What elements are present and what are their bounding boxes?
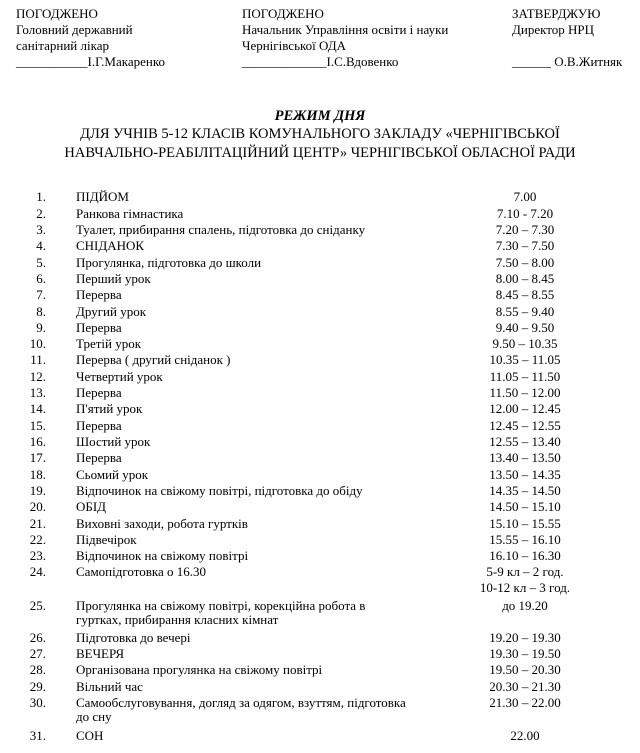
schedule-activity: Самообслуговування, догляд за одягом, взуттям, підготовка до сну bbox=[76, 695, 406, 724]
schedule-number: 15. bbox=[29, 418, 46, 433]
approval-position-line: санітарний лікар bbox=[16, 38, 109, 53]
schedule-number: 29. bbox=[29, 679, 46, 694]
schedule-number: 21. bbox=[29, 516, 46, 531]
approval-block-education bbox=[242, 6, 448, 70]
schedule-time: 14.35 – 14.50 bbox=[489, 483, 561, 498]
schedule-number: 8. bbox=[36, 304, 46, 319]
schedule-number: 12. bbox=[29, 369, 46, 384]
schedule-activity: Відпочинок на свіжому повітрі bbox=[76, 548, 249, 563]
schedule-time: 7.00 bbox=[513, 189, 537, 204]
schedule-time: 10.35 – 11.05 bbox=[489, 352, 561, 367]
schedule-activity: П'ятий урок bbox=[76, 401, 143, 416]
schedule-number: 31. bbox=[29, 728, 46, 743]
schedule-number: 23. bbox=[29, 548, 46, 563]
schedule-number: 22. bbox=[29, 532, 46, 547]
schedule-number: 25. bbox=[29, 598, 46, 613]
schedule-activity: Перерва bbox=[76, 320, 122, 335]
schedule-activity: СОН bbox=[76, 728, 104, 743]
schedule-activity: Перший урок bbox=[76, 271, 151, 286]
schedule-activity: Відпочинок на свіжому повітрі, підготовка до обіду bbox=[76, 483, 363, 498]
schedule-number: 16. bbox=[29, 434, 46, 449]
schedule-time: 15.55 – 16.10 bbox=[489, 532, 561, 547]
schedule-time: 13.40 – 13.50 bbox=[489, 450, 561, 465]
schedule-number: 28. bbox=[29, 662, 46, 677]
schedule-activity: Виховні заходи, робота гуртків bbox=[76, 516, 248, 531]
schedule-number: 30. bbox=[29, 695, 46, 710]
schedule-number: 20. bbox=[29, 499, 46, 514]
schedule-time: 7.50 – 8.00 bbox=[495, 255, 555, 270]
schedule-number: 9. bbox=[36, 320, 46, 335]
schedule-activity: Туалет, прибирання спалень, підготовка до сніданку bbox=[76, 222, 366, 237]
schedule-activity: ОБІД bbox=[76, 499, 107, 514]
schedule-number: 1. bbox=[36, 189, 46, 204]
schedule-number: 13. bbox=[29, 385, 46, 400]
schedule-activity: Організована прогулянка на свіжому повітрі bbox=[76, 662, 323, 677]
schedule-time: 20.30 – 21.30 bbox=[489, 679, 561, 694]
schedule-time: 8.55 – 9.40 bbox=[495, 304, 555, 319]
approval-block-director bbox=[512, 6, 622, 70]
approval-title: ПОГОДЖЕНО bbox=[16, 6, 98, 21]
schedule-time: 7.20 – 7.30 bbox=[495, 222, 555, 237]
approval-position-line bbox=[512, 38, 622, 54]
schedule-number: 26. bbox=[29, 630, 46, 645]
schedule-activity: Сьомий урок bbox=[76, 467, 149, 482]
schedule-activity: Четвертий урок bbox=[76, 369, 163, 384]
schedule-number: 4. bbox=[36, 238, 46, 253]
schedule-number: 5. bbox=[36, 255, 46, 270]
schedule-activity: Третій урок bbox=[76, 336, 142, 351]
document-subtitle-line1: ДЛЯ УЧНІВ 5-12 КЛАСІВ КОМУНАЛЬНОГО ЗАКЛАДУ «ЧЕРНІГІВСЬКОЇ bbox=[80, 126, 560, 142]
schedule-number: 10. bbox=[29, 336, 46, 351]
schedule-time: 22.00 bbox=[510, 728, 540, 743]
schedule-time: 7.10 - 7.20 bbox=[496, 206, 554, 221]
schedule-time: 7.30 – 7.50 bbox=[495, 238, 555, 253]
schedule-time: 5-9 кл – 2 год. 10-12 кл – 3 год. bbox=[479, 564, 571, 595]
schedule-activity: Підвечірок bbox=[76, 532, 137, 547]
schedule-time: 12.00 – 12.45 bbox=[489, 401, 561, 416]
schedule-time: 8.45 – 8.55 bbox=[495, 287, 555, 302]
schedule-time: 11.05 – 11.50 bbox=[489, 369, 561, 384]
approval-position-line: Начальник Управління освіти і науки bbox=[242, 22, 449, 37]
schedule-time: 14.50 – 15.10 bbox=[489, 499, 561, 514]
schedule-activity: Прогулянка на свіжому повітрі, корекційна робота в гуртках, прибирання класних кімнат bbox=[76, 598, 366, 627]
schedule-time: до 19.20 bbox=[502, 598, 548, 613]
schedule-number: 11. bbox=[30, 352, 46, 367]
schedule-activity: Другий урок bbox=[76, 304, 147, 319]
schedule-activity: Самопідготовка о 16.30 bbox=[76, 564, 206, 579]
document-title: РЕЖИМ ДНЯ bbox=[274, 108, 366, 124]
schedule-activity: Перерва bbox=[76, 287, 122, 302]
schedule-activity: Шостий урок bbox=[76, 434, 151, 449]
approval-title: ЗАТВЕРДЖУЮ bbox=[512, 6, 601, 21]
schedule-number: 27. bbox=[29, 646, 46, 661]
schedule-activity: Перерва ( другий сніданок ) bbox=[76, 352, 231, 367]
schedule-activity: СНІДАНОК bbox=[76, 238, 145, 253]
schedule-number: 6. bbox=[36, 271, 46, 286]
schedule-time: 12.55 – 13.40 bbox=[489, 434, 561, 449]
schedule-time: 15.10 – 15.55 bbox=[489, 516, 561, 531]
schedule-activity: Перерва bbox=[76, 450, 122, 465]
schedule-time: 8.00 – 8.45 bbox=[495, 271, 555, 286]
approval-position-line: Чернігівської ОДА bbox=[242, 38, 347, 53]
approval-position-line: Головний державний bbox=[16, 22, 133, 37]
schedule-activity: Ранкова гімнастика bbox=[76, 206, 184, 221]
schedule-number: 7. bbox=[36, 287, 46, 302]
approval-title: ПОГОДЖЕНО bbox=[242, 6, 324, 21]
schedule-number: 2. bbox=[36, 206, 46, 221]
schedule-number: 14. bbox=[29, 401, 46, 416]
schedule-activity: Перерва bbox=[76, 385, 122, 400]
schedule-number: 18. bbox=[29, 467, 46, 482]
schedule-time: 9.50 – 10.35 bbox=[492, 336, 558, 351]
approval-signature: _____________І.С.Вдовенко bbox=[242, 54, 399, 69]
schedule-time: 9.40 – 9.50 bbox=[495, 320, 555, 335]
schedule-time: 16.10 – 16.30 bbox=[489, 548, 561, 563]
schedule-activity: ПІДЙОМ bbox=[76, 189, 129, 204]
schedule-number: 17. bbox=[29, 450, 46, 465]
schedule-number: 24. bbox=[29, 564, 46, 579]
schedule-time: 19.50 – 20.30 bbox=[489, 662, 561, 677]
schedule-activity: Вільний час bbox=[76, 679, 143, 694]
schedule-activity: ВЕЧЕРЯ bbox=[76, 646, 125, 661]
schedule-time: 19.30 – 19.50 bbox=[489, 646, 561, 661]
document-subtitle-line2: НАВЧАЛЬНО-РЕАБІЛІТАЦІЙНИЙ ЦЕНТР» ЧЕРНІГІВСЬКОЇ ОБЛАСНОЇ РАДИ bbox=[64, 145, 576, 161]
approval-position-line: Директор НРЦ bbox=[512, 22, 595, 37]
approval-signature: ______ О.В.Житняк bbox=[512, 54, 623, 69]
schedule-number: 19. bbox=[29, 483, 46, 498]
schedule-time: 12.45 – 12.55 bbox=[489, 418, 561, 433]
schedule-time: 19.20 – 19.30 bbox=[489, 630, 561, 645]
approval-block-sanitary bbox=[16, 6, 165, 70]
schedule-number: 3. bbox=[36, 222, 46, 237]
schedule-activity: Прогулянка, підготовка до школи bbox=[76, 255, 262, 270]
schedule-time: 21.30 – 22.00 bbox=[489, 695, 561, 710]
schedule-activity: Перерва bbox=[76, 418, 122, 433]
schedule-activity: Підготовка до вечері bbox=[76, 630, 191, 645]
schedule-time: 13.50 – 14.35 bbox=[489, 467, 561, 482]
schedule-time: 11.50 – 12.00 bbox=[489, 385, 561, 400]
approval-signature: ___________І.Г.Макаренко bbox=[16, 54, 165, 69]
